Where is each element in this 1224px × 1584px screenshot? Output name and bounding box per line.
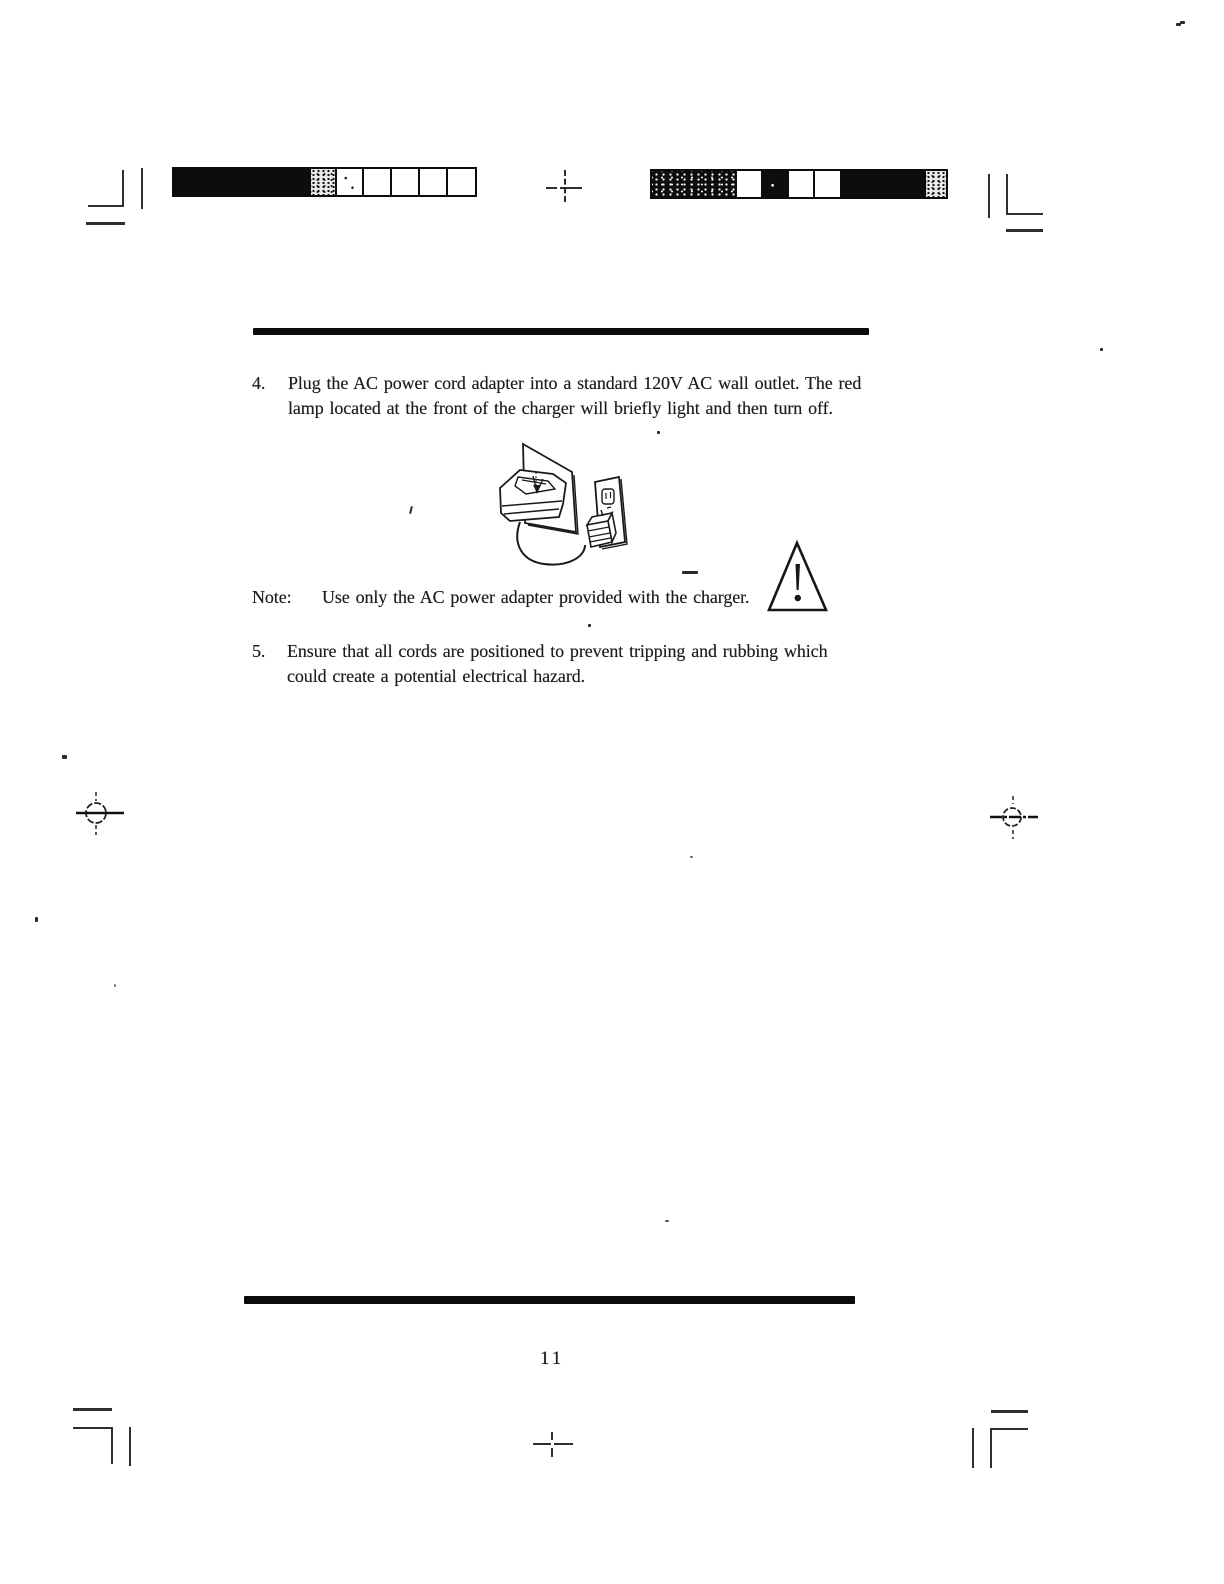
page-number: 11 [540, 1348, 565, 1369]
calibration-cell [362, 169, 390, 195]
calibration-cell [335, 169, 362, 195]
step-5-number: 5. [252, 641, 266, 661]
scan-mark [682, 571, 698, 574]
step-4-line-2: lamp located at the front of the charger will briefly light and then turn off. [288, 398, 833, 418]
registration-target-right [988, 796, 1040, 840]
step-4-number: 4. [252, 373, 266, 393]
calibration-cell [735, 171, 761, 197]
scan-speck [1100, 348, 1103, 351]
scan-speck [62, 755, 67, 759]
calibration-cell [309, 169, 335, 195]
scan-mark [409, 506, 413, 514]
scan-speck [114, 984, 116, 987]
scan-speck [35, 917, 38, 922]
note-label: Note: [252, 587, 292, 607]
calibration-cell [390, 169, 418, 195]
calibration-cell [652, 171, 735, 197]
charger-plugged-into-wall-outlet-illustration [478, 430, 638, 580]
calibration-cell [787, 171, 813, 197]
scan-mark [588, 624, 591, 627]
calibration-cell [418, 169, 446, 195]
calibration-cell [761, 171, 787, 197]
calibration-cell [174, 169, 309, 195]
step-5-line-2: could create a potential electrical hazard. [287, 666, 586, 686]
section-rule-bottom [244, 1296, 855, 1304]
calibration-cell [840, 171, 924, 197]
scan-speck [657, 431, 660, 434]
section-rule-top [253, 328, 869, 335]
note-text: Use only the AC power adapter provided with the charger. [322, 587, 750, 607]
step-5-line-1: Ensure that all cords are positioned to prevent tripping and rubbing which [287, 641, 828, 661]
calibration-bar-left [172, 167, 477, 197]
calibration-cell [813, 171, 840, 197]
scan-speck [1176, 23, 1181, 26]
calibration-bar-right [650, 169, 948, 199]
calibration-cell [924, 171, 946, 197]
warning-triangle-icon [764, 538, 830, 616]
step-4-line-1: Plug the AC power cord adapter into a standard 120V AC wall outlet. The red [288, 373, 862, 393]
registration-target-left [74, 792, 126, 836]
scan-speck [690, 856, 693, 858]
scan-speck [665, 1220, 669, 1222]
calibration-cell [446, 169, 475, 195]
